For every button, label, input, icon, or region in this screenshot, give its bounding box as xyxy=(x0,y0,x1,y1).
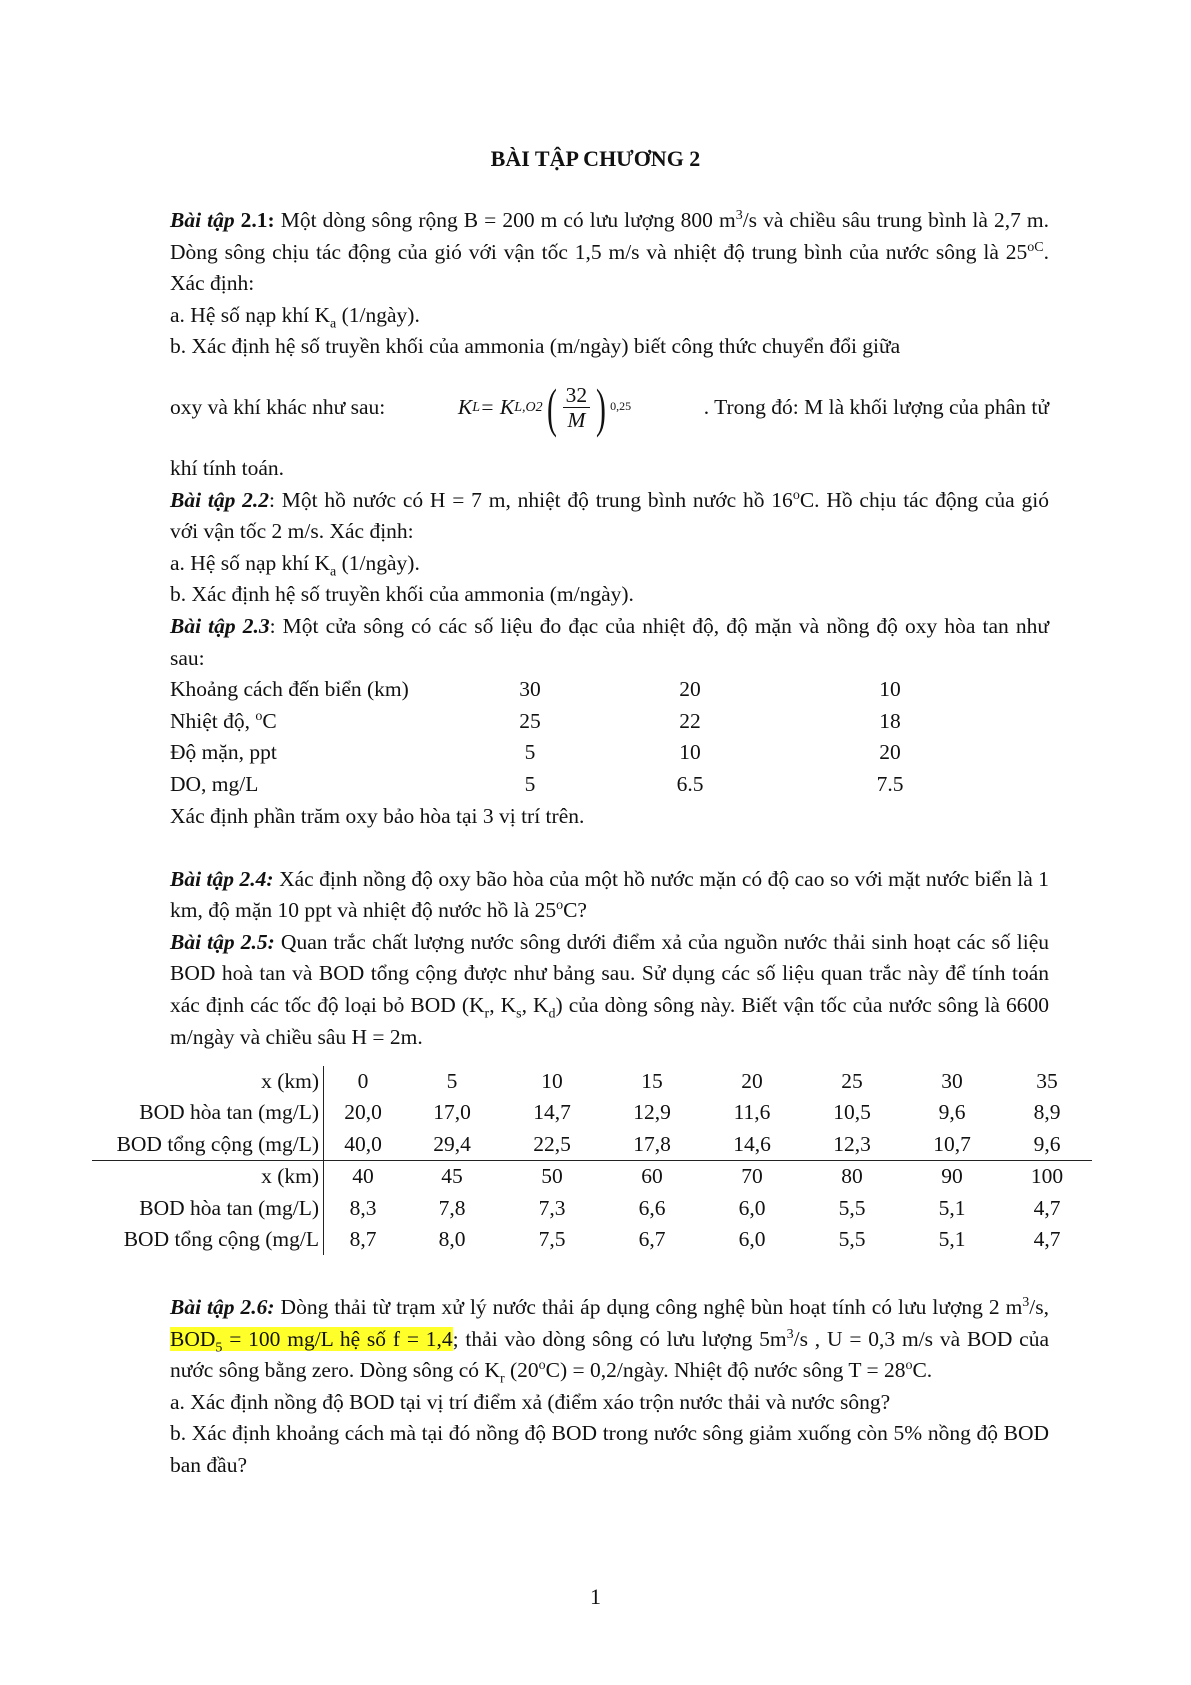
exercise-text: . Xác định: xyxy=(170,239,1049,296)
question-text: a. Hệ số nạp khí K xyxy=(170,550,331,575)
table-cell: 5,1 xyxy=(938,1227,966,1252)
table-cell: 5,1 xyxy=(938,1195,966,1220)
exercise-text: C. xyxy=(912,1358,933,1383)
exercise-2-3-end: Xác định phần trăm oxy bảo hòa tại 3 vị trí trên. xyxy=(170,803,585,828)
table-cell: 6,0 xyxy=(738,1227,766,1252)
table-cell: 18 xyxy=(879,708,901,733)
exercise-label: Bài tập 2.5: xyxy=(170,929,275,954)
table-cell: 17,0 xyxy=(433,1100,471,1125)
exercise-text: ) của dòng sông này. Biết vận tốc của nước sông là 6600 m/ngày và chiều sâu H = 2m. xyxy=(170,993,1049,1049)
question-a: a. Xác định nồng độ BOD tại vị trí điểm xả (điểm xáo trộn nước thải và nước sông? xyxy=(170,1389,891,1414)
exercise-number: 2.1: xyxy=(240,208,275,232)
table-cell: 5 xyxy=(446,1069,458,1093)
table-row-label: Khoảng cách đến biển (km) xyxy=(170,677,409,702)
exercise-2-1-intro xyxy=(170,205,1049,300)
superscript: 3 xyxy=(735,207,743,223)
table-cell: 14,7 xyxy=(533,1100,571,1125)
table-cell: 8,7 xyxy=(349,1227,377,1252)
spacer xyxy=(170,832,1049,864)
formula-outro: . Trong đó: M là khối lượng của phân tử xyxy=(703,395,1049,420)
table-cell: 30 xyxy=(941,1069,963,1093)
table-cell: 7,8 xyxy=(438,1195,466,1220)
table-cell: 45 xyxy=(441,1164,463,1189)
table-cell: 20,0 xyxy=(344,1100,382,1125)
table-cell: 100 xyxy=(1030,1164,1064,1189)
table-row xyxy=(92,1193,1092,1224)
table-row-label: x (km) xyxy=(92,1161,324,1192)
question-a xyxy=(170,548,1049,580)
page-number: 1 xyxy=(590,1584,601,1609)
table-row-label: x (km) xyxy=(92,1066,324,1097)
table-cell: 17,8 xyxy=(633,1131,671,1156)
table-cell: 7.5 xyxy=(876,771,904,796)
mass-transfer-formula: K L = K L,O2 ( $\frac{32}{M}$ ) 0,25 xyxy=(457,377,632,438)
exercise-text: C. Hồ chịu tác động của gió với vận tốc 2 m/s. Xác định: xyxy=(170,487,1049,544)
table-cell: 40,0 xyxy=(344,1131,382,1156)
table-cell: 50 xyxy=(541,1164,563,1189)
table-cell: 5 xyxy=(524,740,536,765)
table-cell: 15 xyxy=(641,1069,663,1093)
exercise-label: Bài tập 2.4: xyxy=(170,866,274,891)
table-cell: 7,3 xyxy=(538,1195,566,1220)
superscript: o xyxy=(538,1358,546,1374)
superscript: o xyxy=(556,898,564,914)
table-cell: 30 xyxy=(519,677,541,702)
question-text: (1/ngày). xyxy=(336,550,420,575)
exercise-2-2-intro xyxy=(170,485,1049,548)
table-cell: 22,5 xyxy=(533,1131,571,1156)
subscript: a xyxy=(330,316,337,332)
table-cell: 20 xyxy=(879,740,901,765)
superscript: 3 xyxy=(1022,1294,1030,1310)
highlight-part: BOD xyxy=(170,1326,216,1351)
table-cell: 12,3 xyxy=(833,1131,871,1156)
exercise-text: /s, xyxy=(1029,1295,1050,1319)
table-cell: 5,5 xyxy=(838,1227,866,1252)
exercise-2-3-intro xyxy=(170,611,1049,674)
table-cell: 20 xyxy=(741,1069,763,1093)
exercise-2-6 xyxy=(170,1292,1049,1482)
exercise-2-5 xyxy=(170,927,1049,1053)
table-row-label: BOD tổng cộng (mg/L) xyxy=(92,1129,324,1160)
table-cell: 80 xyxy=(841,1164,863,1189)
exercise-text: Dòng thải từ trạm xử lý nước thải áp dụng công nghệ bùn hoạt tính có lưu lượng 2 m xyxy=(274,1295,1023,1319)
exercise-text: Xác định nồng độ oxy bão hòa của một hồ nước mặn có độ cao so với mặt nước biển là 1 km, độ mặn 10 ppt và nhiệt độ nước hồ là 25 xyxy=(170,866,1049,923)
fraction-numerator: 32 xyxy=(563,383,591,408)
table-cell: 8,3 xyxy=(349,1195,377,1220)
superscript: o xyxy=(255,708,263,724)
superscript: o xyxy=(905,1358,913,1374)
table-cell: 6.5 xyxy=(676,771,704,796)
formula-exponent: 0,25 xyxy=(610,398,632,413)
table-row xyxy=(92,1097,1092,1128)
page-title: BÀI TẬP CHƯƠNG 2 xyxy=(490,146,701,171)
label-text: C xyxy=(262,708,277,733)
table-cell: 8,0 xyxy=(438,1227,466,1252)
subscript: 5 xyxy=(215,1339,223,1355)
table-row-label: BOD tổng cộng (mg/L xyxy=(92,1224,324,1255)
table-cell: 8,9 xyxy=(1033,1100,1061,1125)
table-row xyxy=(92,1129,1092,1160)
table-cell: 11,6 xyxy=(733,1100,771,1125)
exercise-text: , K xyxy=(489,993,517,1018)
table-cell: 25 xyxy=(841,1069,863,1093)
table-cell: 5 xyxy=(524,771,536,796)
table-cell: 40 xyxy=(352,1164,374,1189)
table-cell: 10 xyxy=(879,677,901,702)
exercise-label: Bài tập 2.3 xyxy=(170,613,270,638)
formula-symbol: K xyxy=(457,395,473,420)
table-cell: 4,7 xyxy=(1033,1195,1061,1220)
formula-line xyxy=(170,363,1049,453)
table-cell: 6,6 xyxy=(638,1195,666,1220)
table-cell: 0 xyxy=(357,1069,369,1093)
exercise-text: ; thải vào dòng sông có lưu lượng 5m xyxy=(452,1326,787,1351)
superscript: 3 xyxy=(786,1326,794,1342)
question-text: a. Hệ số nạp khí K xyxy=(170,302,331,327)
table-row-label: BOD hòa tan (mg/L) xyxy=(92,1193,324,1224)
exercise-text: : Một hồ nước có H = 7 m, nhiệt độ trung bình nước hồ 16 xyxy=(269,487,793,512)
exercise-body xyxy=(170,205,1049,1053)
exercise-2-1-end: khí tính toán. xyxy=(170,455,285,480)
superscript: o xyxy=(792,487,800,503)
exercise-text: C? xyxy=(563,898,587,923)
highlighted-text xyxy=(170,1326,453,1355)
table-row xyxy=(92,1066,1092,1097)
table-cell: 10 xyxy=(541,1069,563,1093)
exercise-2-6-intro xyxy=(170,1292,1049,1387)
fraction-denominator: M xyxy=(567,408,586,433)
exercise-2-4 xyxy=(170,864,1049,927)
exercise-text: C) = 0,2/ngày. Nhiệt độ nước sông T = 28 xyxy=(545,1358,906,1383)
question-b: b. Xác định hệ số truyền khối của ammonia (m/ngày) biết công thức chuyển đổi giữa xyxy=(170,334,901,359)
table-cell: 22 xyxy=(679,708,701,733)
table-cell: 10,5 xyxy=(833,1100,871,1125)
formula-intro: oxy và khí khác như sau: xyxy=(170,395,386,420)
formula-fraction xyxy=(563,383,591,432)
right-paren-icon: ) xyxy=(596,377,607,438)
table-cell: 7,5 xyxy=(538,1227,566,1252)
table-cell: 6,7 xyxy=(638,1227,666,1252)
exercise-text: Một dòng sông rộng B = 200 m có lưu lượng 800 m xyxy=(280,208,736,232)
exercise-text: Quan trắc chất lượng nước sông dưới điểm xả của nguồn nước thải sinh hoạt các số liệu BOD hoà tan và BOD tổng cộng được như bảng sau. Sử dụng các số liệu quan trắc này để tính toán xác định các tốc độ loại bỏ BOD (K xyxy=(170,929,1049,1018)
label-text: Nhiệt độ, xyxy=(170,708,256,733)
exercise-text: /s , U = 0,3 m/s và BOD của nước sông bằng zero. Dòng sông có K xyxy=(170,1326,1049,1383)
exercise-label: Bài tập 2.6: xyxy=(170,1295,275,1319)
table-cell: 10 xyxy=(679,740,701,765)
subscript: s xyxy=(516,1006,522,1022)
table-cell: 20 xyxy=(679,677,701,702)
table-cell: 35 xyxy=(1036,1069,1058,1093)
highlight-part: = 100 mg/L hệ số f = 1,4 xyxy=(222,1326,453,1351)
table-cell: 70 xyxy=(741,1164,763,1189)
table-cell: 25 xyxy=(519,708,541,733)
table-cell: 12,9 xyxy=(633,1100,671,1125)
question-b: b. Xác định hệ số truyền khối của ammonia (m/ngày). xyxy=(170,582,634,607)
bod-data-table xyxy=(92,1066,1092,1255)
exercise-text: (20 xyxy=(504,1358,539,1383)
exercise-text: /s và chiều sâu trung bình là 2,7 m. Dòng sông chịu tác động của gió với vận tốc 1,5 m/s và nhiệt độ trung bình của nước sông là 25 xyxy=(170,208,1049,264)
subscript: r xyxy=(499,1371,505,1387)
estuary-data-table xyxy=(170,674,1049,800)
question-a xyxy=(170,300,1049,332)
table-row xyxy=(92,1224,1092,1255)
table-row-label: Độ mặn, ppt xyxy=(170,740,277,765)
table-cell: 5,5 xyxy=(838,1195,866,1220)
table-cell: 90 xyxy=(941,1164,963,1189)
table-row-label: DO, mg/L xyxy=(170,771,259,796)
left-paren-icon: ( xyxy=(546,377,557,438)
table-cell: 14,6 xyxy=(733,1131,771,1156)
exercise-text: , K xyxy=(521,993,549,1018)
table-cell: 60 xyxy=(641,1164,663,1189)
superscript: oC xyxy=(1027,239,1044,255)
question-text: (1/ngày). xyxy=(336,302,420,327)
subscript: a xyxy=(330,564,337,580)
table-row-label: BOD hòa tan (mg/L) xyxy=(92,1097,324,1128)
table-cell: 10,7 xyxy=(933,1131,971,1156)
exercise-label: Bài tập 2.2 xyxy=(170,487,270,512)
table-row-label xyxy=(170,706,470,738)
table-cell: 4,7 xyxy=(1033,1227,1061,1252)
table-cell: 29,4 xyxy=(433,1131,471,1156)
table-cell: 9,6 xyxy=(938,1100,966,1125)
subscript: r xyxy=(484,1006,490,1022)
exercise-text: : Một cửa sông có các số liệu đo đạc của nhiệt độ, độ mặn và nồng độ oxy hòa tan như sau: xyxy=(170,613,1049,670)
subscript: d xyxy=(548,1006,556,1022)
table-cell: 9,6 xyxy=(1033,1131,1061,1156)
question-b: b. Xác định khoảng cách mà tại đó nồng độ BOD trong nước sông giảm xuống còn 5% nồng độ BOD ban đầu? xyxy=(170,1421,1049,1477)
exercise-label: Bài tập xyxy=(170,208,235,232)
formula-symbol: = K xyxy=(480,395,515,420)
table-row xyxy=(92,1160,1092,1192)
table-cell: 6,0 xyxy=(738,1195,766,1220)
